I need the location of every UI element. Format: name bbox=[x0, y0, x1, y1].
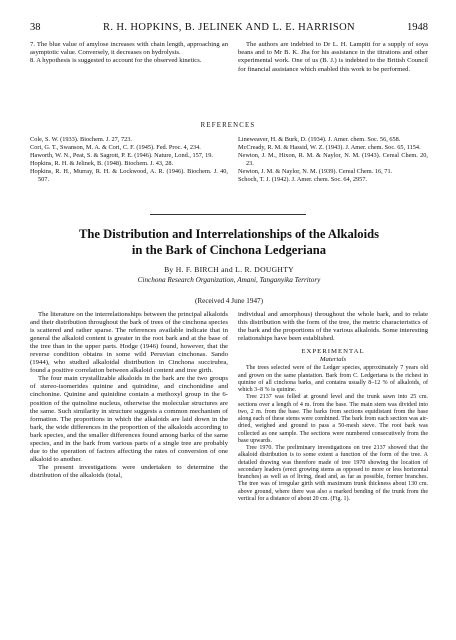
running-header-year: 1948 bbox=[407, 22, 428, 33]
body-paragraph: The present investigations were undertaken to determine the distribution of the alkaloids (total, bbox=[30, 463, 228, 479]
materials-paragraph: Tree 1970. The preliminary investigations on tree 2137 showed that the alkaloid distribution is to some extent a function of the form of the tree. A detailed drawing was therefore made of tree 1970 showing the location of secondary leaders (erect growing stems as opposed to more or less horizontal branches) as well as of living, dead and, as far as possible, former branches. The tree was of irregular girth with maximum trunk thickness about 130 cm. above ground, where there was also a marked bending of the trunk from the vertical for a distance of about 20 cm. (Fig. 1). bbox=[238, 445, 428, 502]
references-heading: REFERENCES bbox=[200, 122, 256, 129]
materials-paragraph: The trees selected were of the Ledger species, approximately 7 years old and grown on the same plantation. Bark from C. Ledgeriana is the richest in quinine of all cinchona barks, and contains usually 8–12 % of alkaloids, of which 3–8 % is quinine. bbox=[238, 365, 428, 394]
previous-article-summary bbox=[30, 41, 228, 66]
materials-text bbox=[238, 365, 428, 503]
running-header-authors: R. H. HOPKINS, B. JELINEK AND L. E. HARRISON bbox=[102, 22, 356, 33]
reference-item: Newton, J. M. & Naylor, N. M. (1939). Cereal Chem. 16, 71. bbox=[238, 168, 393, 176]
summary-point: 8. A hypothesis is suggested to account for the observed kinetics. bbox=[30, 57, 202, 65]
body-column-left bbox=[30, 311, 228, 480]
reference-item: Cori, G. T., Swanson, M. A. & Cori, C. F. (1945). Fed. Proc. 4, 234. bbox=[30, 144, 201, 152]
reference-item: Hopkins, R. H. & Jelinek, B. (1948). Biochem. J. 43, 28. bbox=[30, 160, 174, 168]
body-column-right bbox=[238, 311, 428, 503]
reference-item: McCready, R. M. & Hassid, W. Z. (1943). J. Amer. chem. Soc. 65, 1154. bbox=[238, 144, 421, 152]
article-byline: By H. F. BIRCH and L. R. DOUGHTY bbox=[164, 265, 294, 274]
running-header bbox=[30, 22, 428, 34]
materials-paragraph: Tree 2137 was felled at ground level and the trunk sawn into 25 cm. sections over a length of 4 m. from the base. The main stem was divided into two, 2 m. from the base. The barks from sections equidistant from the base along each of these stems were combined. The bark from each section was air-dried, weighed and ground to pass a 50-mesh sieve. The root bark was collected as one sample. The sections were numbered consecutively from the base upwards. bbox=[238, 394, 428, 444]
reference-item: Hopkins, R. H., Murray, R. H. & Lockwood, A. R. (1946). Biochem. J. 40, 507. bbox=[30, 168, 228, 184]
reference-item: Haworth, W. N., Peat, S. & Sagrott, P. E. (1946). Nature, Lond., 157, 19. bbox=[30, 152, 213, 160]
section-divider bbox=[150, 214, 306, 215]
summary-point: 7. The blue value of amylose increases with chain length, approaching an asymptotic value. Conversely, it decreases on hydrolysis. bbox=[30, 41, 228, 57]
article-institution: Cinchona Research Organization, Amani, Tanganyika Territory bbox=[137, 276, 321, 284]
reference-item: Schoch, T. J. (1942). J. Amer. chem. Soc. 64, 2957. bbox=[238, 176, 368, 184]
article-title: The Distribution and Interrelationships of the Alkaloids in the Bark of Cinchona Ledgeriana bbox=[79, 227, 379, 257]
page-number: 38 bbox=[30, 22, 41, 33]
references-list-left bbox=[30, 136, 228, 185]
references-list-right bbox=[238, 136, 428, 185]
experimental-heading: EXPERIMENTAL bbox=[301, 348, 365, 356]
reference-item: Lineweaver, H. & Burk, D. (1934). J. Amer. chem. Soc. 56, 658. bbox=[238, 136, 401, 143]
body-paragraph: The four main crystallizable alkaloids in the bark are the two groups of stereo-isomerides quinine and quinidine, and cinchonidine and cinchonine. Quinine and quinidine contain a methoxyl group in the 6-position of the quinoline nucleus, otherwise the molecular structures are the same. Such similarity in structure suggests a common mechanism of formation. The proportions in which the alkaloids are laid down in the bark, the wide differences in the proportion of the alkaloids according to bark species, and the smaller differences found among barks of the same species, and in the bark from various parts of a single tree are probably due to the operation of factors affecting the rates of conversion of one alkaloid to another. bbox=[30, 375, 228, 463]
body-paragraph: The literature on the interrelationships between the principal alkaloids and their distribution throughout the bark of trees of the cinchona species is scattered and rather sparse. The references available indicate that in general the alkaloid content is greater in the root bark and at the base of the tree than in the upper parts. Hodge (1946) found, however, that the reverse condition obtains in some wild Peruvian cinchonas. Sando (1944), who studied alkaloidal distribution in Cinchona succirubra, found a positive correlation between alkaloid content and tree girth. bbox=[30, 311, 228, 375]
reference-item: Newton, J. M., Hixon, R. M. & Naylor, N. M. (1943). Cereal Chem. 20, 23. bbox=[238, 152, 428, 168]
received-date: (Received 4 June 1947) bbox=[194, 297, 264, 305]
acknowledgements: The authors are indebted to Dr L. H. Lampitt for a supply of soya beans and to Mr B. K. Jha for his assistance in the titrations and other experimental work. One of us (B. J.) is indebted to the British Council for financial assistance which enabled this work to be performed. bbox=[238, 41, 428, 73]
reference-item: Cole, S. W. (1933). Biochem. J. 27, 723. bbox=[30, 136, 132, 143]
body-paragraph: individual and amorphous) throughout the whole bark, and to relate this distribution with the form of the tree, the metric characteristics of the bark and the proportions of the various alkaloids. Some interesting relationships have been established. bbox=[238, 311, 428, 343]
materials-heading: Materials bbox=[319, 356, 347, 364]
